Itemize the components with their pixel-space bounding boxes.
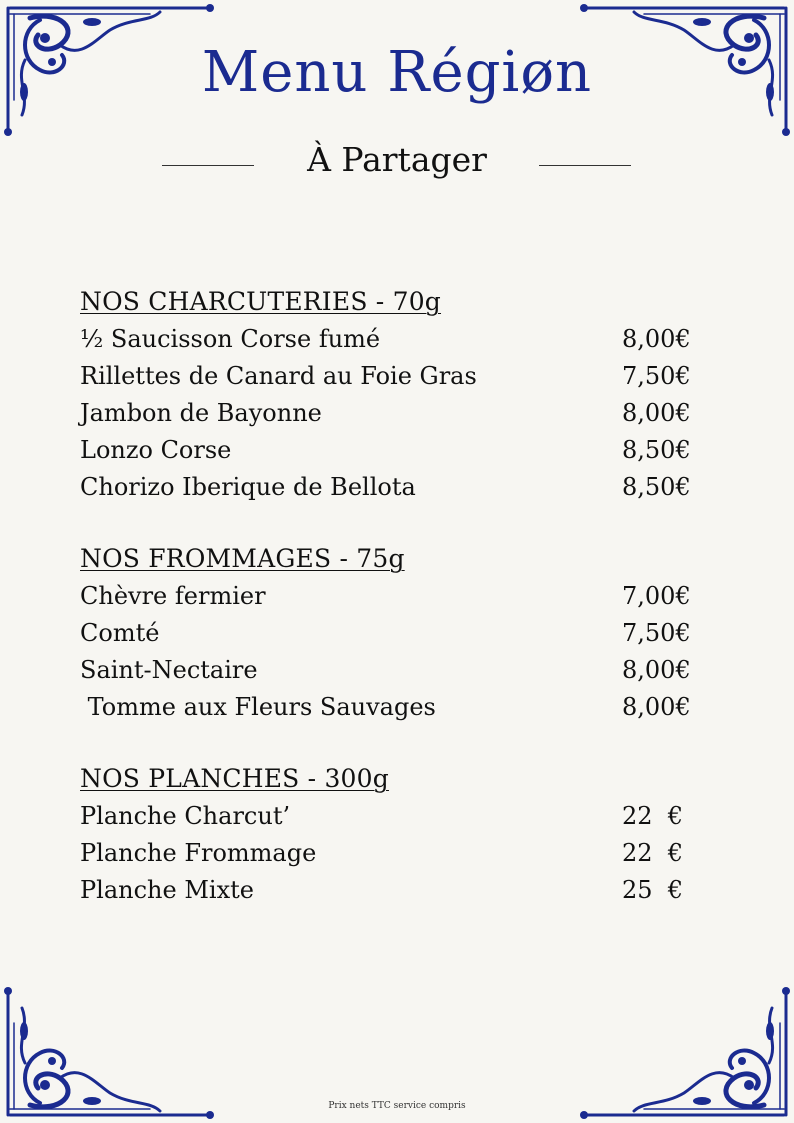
- section-charcuteries: [80, 284, 700, 506]
- item-price: 8,50€: [622, 436, 691, 464]
- item-price: 8,00€: [622, 399, 691, 427]
- menu-item: [80, 798, 700, 835]
- item-name: Saint-Nectaire: [80, 656, 258, 684]
- item-price: 25 €: [622, 876, 684, 904]
- menu-item: [80, 321, 700, 358]
- section-heading: NOS PLANCHES - 300g: [80, 764, 389, 793]
- item-name: Jambon de Bayonne: [80, 399, 322, 427]
- footer-note: Prix nets TTC service compris: [328, 1101, 466, 1111]
- item-price: 7,50€: [622, 362, 691, 390]
- item-name: Tomme aux Fleurs Sauvages: [80, 693, 436, 721]
- item-price: 22 €: [622, 839, 684, 867]
- item-name: Planche Frommage: [80, 839, 317, 867]
- subtitle-divider-right: [539, 165, 631, 166]
- subtitle-row: [0, 140, 794, 190]
- item-name: Chorizo Iberique de Bellota: [80, 473, 416, 501]
- item-name: Chèvre fermier: [80, 582, 266, 610]
- section-heading: NOS FROMMAGES - 75g: [80, 544, 405, 573]
- menu-item: [80, 578, 700, 615]
- menu-item: [80, 432, 700, 469]
- item-price: 8,00€: [622, 693, 691, 721]
- menu-item: [80, 395, 700, 432]
- item-name: Planche Charcut’: [80, 802, 291, 830]
- section-heading: NOS CHARCUTERIES - 70g: [80, 287, 442, 316]
- menu-item: [80, 469, 700, 506]
- menu-item: [80, 835, 700, 872]
- menu-list: [80, 284, 700, 944]
- page-title: Menu Régiøn: [201, 40, 593, 105]
- page-subtitle: À Partager: [307, 140, 487, 179]
- menu-item: [80, 652, 700, 689]
- menu-item: [80, 615, 700, 652]
- menu-item: [80, 358, 700, 395]
- item-name: Rillettes de Canard au Foie Gras: [80, 362, 477, 390]
- menu-item: [80, 872, 700, 909]
- item-price: 8,00€: [622, 656, 691, 684]
- item-price: 22 €: [622, 802, 684, 830]
- section-frommages: [80, 541, 700, 726]
- menu-item: [80, 689, 700, 726]
- item-name: Planche Mixte: [80, 876, 254, 904]
- section-planches: [80, 761, 700, 909]
- item-price: 8,50€: [622, 473, 691, 501]
- item-name: Comté: [80, 619, 160, 647]
- item-name: Lonzo Corse: [80, 436, 232, 464]
- item-price: 7,50€: [622, 619, 691, 647]
- item-price: 8,00€: [622, 325, 691, 353]
- item-price: 7,00€: [622, 582, 691, 610]
- item-name: ½ Saucisson Corse fumé: [80, 325, 381, 353]
